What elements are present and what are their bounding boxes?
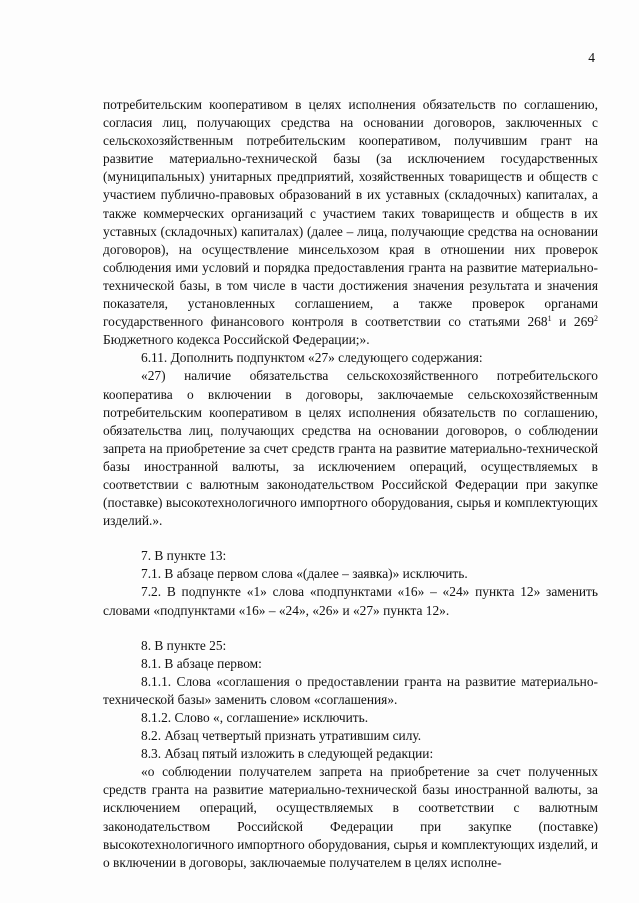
paragraph-8-3: 8.3. Абзац пятый изложить в следующей редакции: [141, 746, 434, 762]
paragraph-text-mid: и 269 [551, 314, 594, 330]
paragraph-7-1: 7.1. В абзаце первом слова «(далее – заявка)» исключить. [141, 566, 468, 582]
paragraph-8-1-1: 8.1.1. Слова «соглашения о предоставлении гранта на развитие материально-технической базы» заменить словом «соглашения». [103, 673, 598, 707]
footnote-sup-2: 2 [594, 314, 598, 324]
paragraph-continuation [103, 96, 598, 349]
spacer [103, 620, 598, 637]
paragraph-8-1: 8.1. В абзаце первом: [141, 655, 262, 671]
paragraph-6-11: 6.11. Дополнить подпунктом «27» следующего содержания: [141, 350, 483, 366]
paragraph-text: потребительским кооперативом в целях исполнения обязательств по соглашению, согласия лиц, получающих средства на основании договоров, заключенных с сельскохозяйственным потребительским кооперативом, получившим грант на развитие материально-технической базы (за исключением государственных (муниципальных) унитарных предприятий, хозяйственных товариществ и обществ с участием публично-правовых образований в их уставных (складочных) капиталах, а также коммерческих организаций с участием таких товариществ и обществ в их уставных (складочных) капиталах) (далее – лица, получающие средства на основании договоров), на осуществление минсельхозом края в отношении них проверок соблюдения ими условий и порядка предоставления гранта на развитие материально-технической базы, в том числе в части достижения значения результата и значения показателя, установленных соглашением, а также проверок органами государственного финансового контроля в соответствии со статьями 268 [103, 97, 598, 330]
page-number: 4 [588, 50, 595, 65]
paragraph-8-2: 8.2. Абзац четвертый признать утратившим силу. [141, 728, 422, 744]
paragraph-8-1-2: 8.1.2. Слово «, соглашение» исключить. [141, 710, 369, 725]
paragraph-quote: «о соблюдении получателем запрета на приобретение за счет полученных средств гранта на развитие материально-технической базы иностранной валюты, за исключением операций, осуществляемых в соответствии с валютным законодательством Российской Федерации при закупке (поставке) высокотехнологичного импортного оборудования, сырья и комплектующих изделий, и о включении в договоры, заключаемые получателем в целях исполне- [103, 764, 598, 870]
paragraph-8: 8. В пункте 25: [141, 637, 227, 653]
spacer [103, 530, 598, 547]
document-body [103, 96, 598, 872]
paragraph-7-2: 7.2. В подпункте «1» слова «подпунктами «16» – «24» пункта 12» заменить словами «подпунктами «16» – «24», «26» и «27» пункта 12». [103, 584, 598, 618]
paragraph-text-end: Бюджетного кодекса Российской Федерации;». [103, 332, 370, 348]
footnote-sup-1: 1 [547, 314, 552, 324]
paragraph-subitem-27: «27) наличие обязательства сельскохозяйственного потребительского кооператива о включении в договоры, заключаемые сельскохозяйственным потребительским кооперативом в целях исполнения обязательств по соглашению, обязательства лиц, получающих средства на основании договоров, о соблюдении запрета на приобретение за счет средств гранта на развитие материально-технической базы иностранной валюты, за исключением операций, осуществляемых в соответствии с валютным законодательством Российской Федерации при закупке (поставке) высокотехнологичного импортного оборудования, сырья и комплектующих изделий.». [103, 368, 598, 529]
paragraph-7: 7. В пункте 13: [141, 548, 227, 564]
